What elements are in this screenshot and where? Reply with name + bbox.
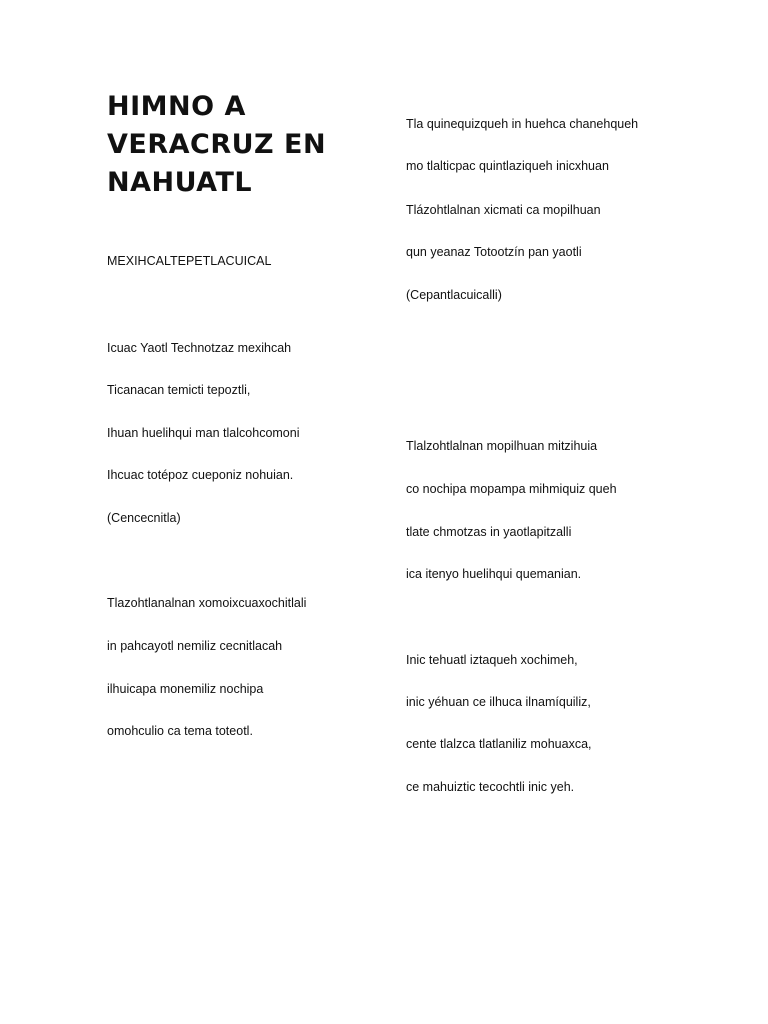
verse-line: qun yeanaz Totootzín pan yaotli (406, 245, 582, 259)
document-title: HIMNO A VERACRUZ EN NAHUATL (107, 91, 327, 198)
verse-line: (Cencecnitla) (107, 511, 181, 525)
verse-line: ce mahuiztic tecochtli inic yeh. (406, 780, 575, 794)
verse-line: cente tlalzca tlatlaniliz mohuaxca, (406, 737, 592, 751)
verse-line: Tlalzohtlalnan mopilhuan mitzihuia (406, 439, 598, 453)
verse-line: (Cepantlacuicalli) (406, 288, 502, 302)
verse-line: tlate chmotzas in yaotlapitzalli (406, 525, 572, 539)
verse-line: co nochipa mopampa mihmiquiz queh (406, 482, 617, 496)
verse-line: ica itenyo huelihqui quemanian. (406, 567, 582, 581)
verse-line: in pahcayotl nemiliz cecnitlacah (107, 639, 283, 653)
verse-line: ilhuicapa monemiliz nochipa (107, 682, 264, 696)
verse-line: Ihcuac totépoz cueponiz nohuian. (107, 468, 294, 482)
verse-line: Tlazohtlanalnan xomoixcuaxochitlali (107, 596, 307, 610)
verse-line: Inic tehuatl iztaqueh xochimeh, (406, 653, 578, 667)
verse-line: Tlázohtlalnan xicmati ca mopilhuan (406, 203, 601, 217)
verse-line: Icuac Yaotl Technotzaz mexihcah (107, 341, 292, 355)
verse-line: omohculio ca tema toteotl. (107, 724, 253, 738)
verse-line: Tla quinequizqueh in huehca chanehqueh (406, 117, 639, 131)
verse-line: inic yéhuan ce ilhuca ilnamíquiliz, (406, 695, 591, 709)
verse-line: Ihuan huelihqui man tlalcohcomoni (107, 426, 300, 440)
document-subtitle: MEXIHCALTEPETLACUICAL (107, 254, 272, 268)
verse-line: mo tlalticpac quintlaziqueh inicxhuan (406, 159, 609, 173)
verse-line: Ticanacan temicti tepoztli, (107, 383, 251, 397)
